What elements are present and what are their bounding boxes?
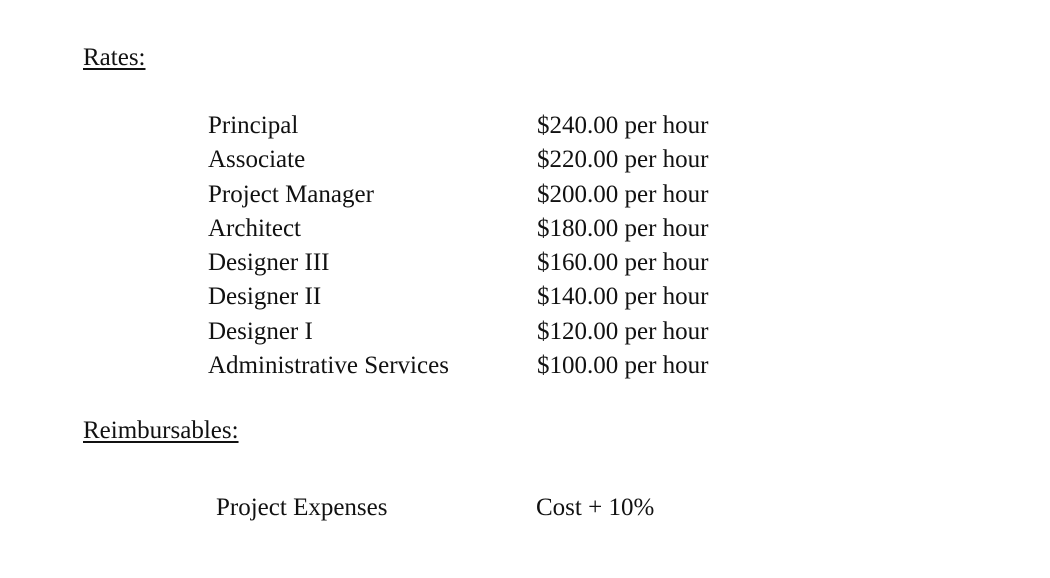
reimbursable-value: Cost + 10%: [536, 494, 655, 521]
rate-value: $200.00 per hour: [537, 180, 709, 208]
reimbursable-item: Project Expenses: [216, 494, 388, 521]
rate-role: Administrative Services: [208, 352, 449, 380]
rate-role: Principal: [208, 112, 299, 139]
rate-role: Designer III: [208, 249, 330, 277]
rate-value: $180.00 per hour: [537, 214, 709, 242]
rate-role: Architect: [208, 214, 302, 242]
rate-role: Designer II: [208, 283, 322, 311]
rate-role: Designer I: [208, 317, 313, 345]
rate-role: Associate: [208, 146, 306, 174]
rate-value: $240.00 per hour: [537, 112, 709, 139]
rate-value: $220.00 per hour: [537, 146, 709, 174]
rate-value: $160.00 per hour: [537, 249, 709, 277]
rates-heading: Rates:: [83, 44, 146, 71]
reimbursables-heading: Reimbursables:: [83, 417, 239, 444]
rate-role: Project Manager: [208, 180, 374, 208]
rate-value: $100.00 per hour: [537, 352, 709, 380]
rate-value: $120.00 per hour: [537, 317, 709, 345]
rate-value: $140.00 per hour: [537, 283, 709, 311]
